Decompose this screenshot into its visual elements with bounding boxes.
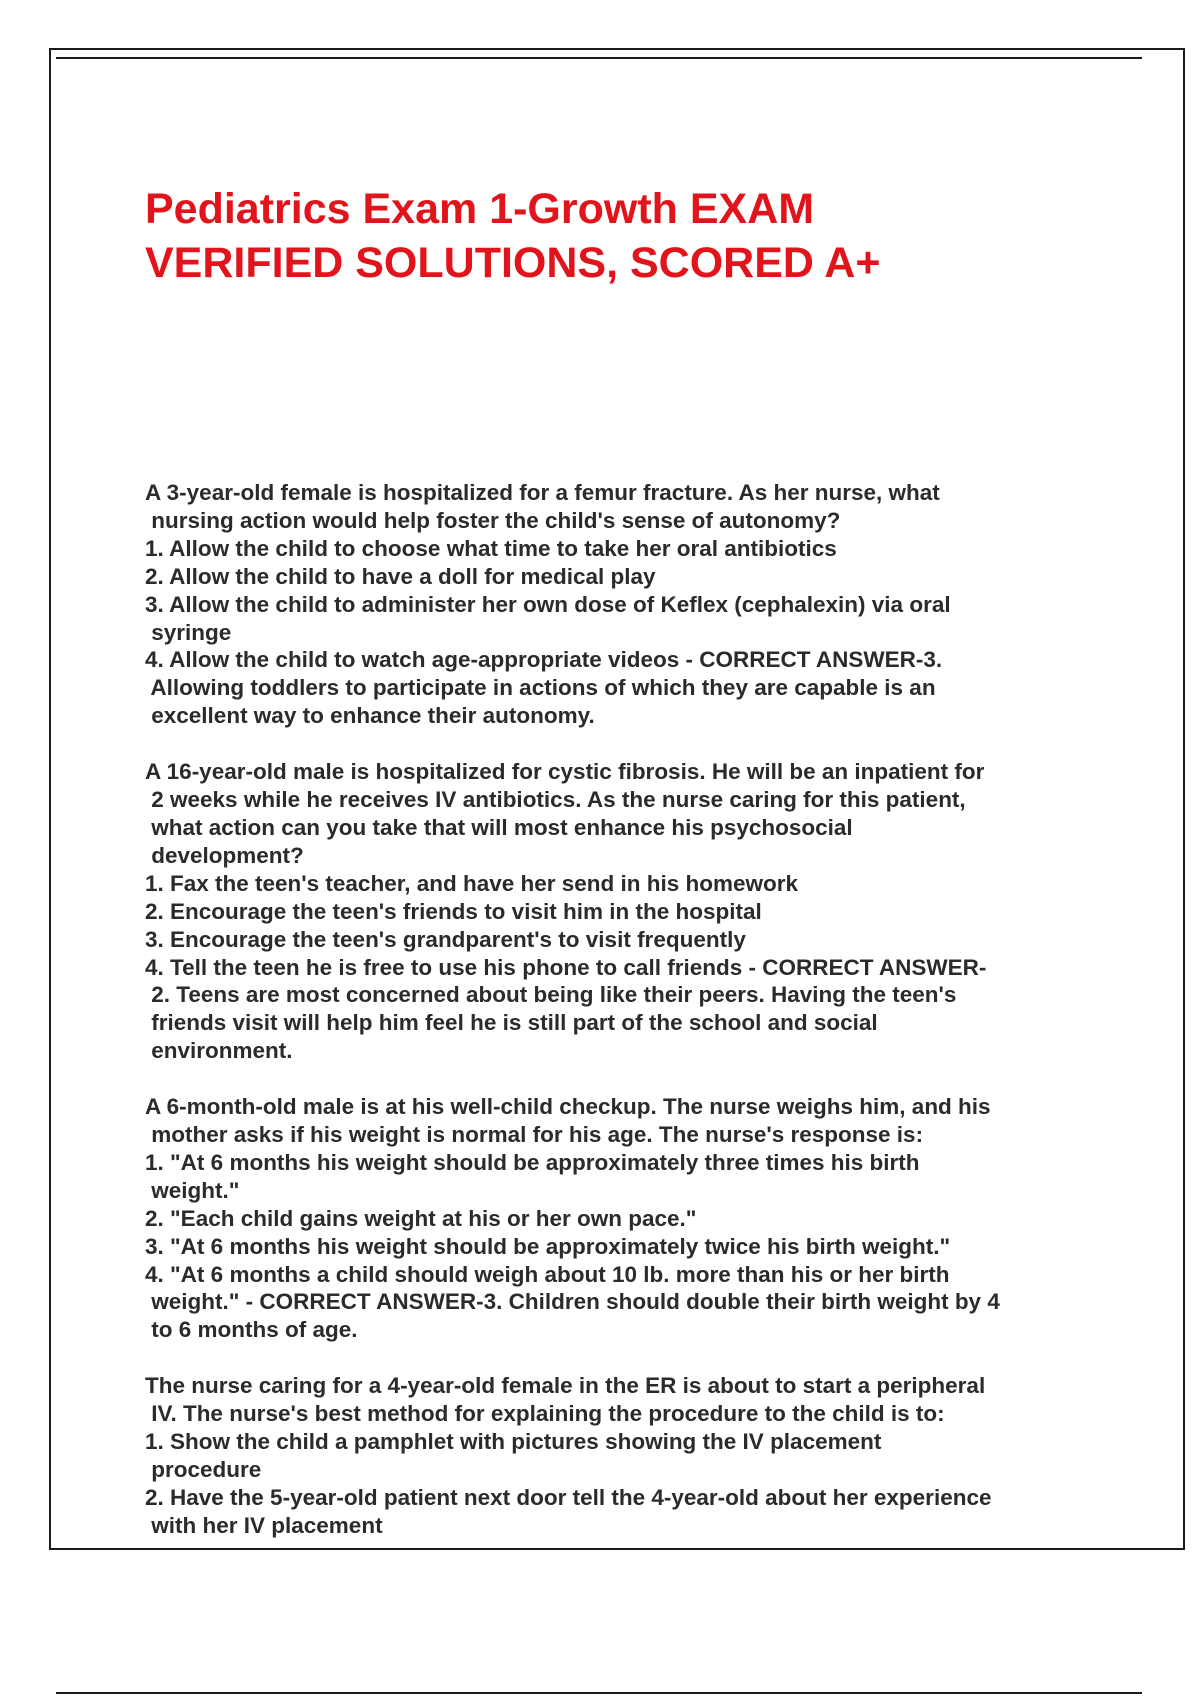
question-2-line: what action can you take that will most enhance his psychosocial [145, 814, 853, 840]
question-2-line: 1. Fax the teen's teacher, and have her send in his homework [145, 870, 799, 896]
top-divider-line [56, 57, 1142, 59]
title-line-2: VERIFIED SOLUTIONS, SCORED A+ [145, 239, 881, 287]
question-3-line: weight." [145, 1177, 240, 1203]
question-2-line: environment. [145, 1038, 293, 1064]
question-1-line: A 3-year-old female is hospitalized for a femur fracture. As her nurse, what [145, 480, 940, 505]
question-3-line: weight." - CORRECT ANSWER-3. Children should double their birth weight by 4 [145, 1289, 1000, 1315]
question-block-1 [145, 479, 1095, 730]
question-1-line: Allowing toddlers to participate in actions of which they are capable is an [145, 675, 936, 701]
question-3-line: 1. "At 6 months his weight should be approximately three times his birth [145, 1149, 920, 1175]
document-title [145, 182, 1095, 290]
question-2-line: development? [145, 842, 304, 868]
question-4-line: with her IV placement [145, 1512, 383, 1538]
question-2-line: 2. Teens are most concerned about being like their peers. Having the teen's [145, 982, 957, 1008]
question-1-line: excellent way to enhance their autonomy. [145, 703, 595, 729]
question-3-line: to 6 months of age. [145, 1317, 358, 1343]
question-1-line: 4. Allow the child to watch age-appropriate videos - CORRECT ANSWER-3. [145, 647, 943, 673]
question-2-line: 3. Encourage the teen's grandparent's to visit frequently [145, 926, 746, 952]
question-2-line: 2 weeks while he receives IV antibiotics. As the nurse caring for this patient, [145, 787, 966, 813]
question-4-line: 1. Show the child a pamphlet with pictures showing the IV placement [145, 1429, 882, 1455]
question-4-line: The nurse caring for a 4-year-old female in the ER is about to start a peripheral [145, 1373, 986, 1399]
bottom-divider-line [56, 1692, 1142, 1694]
question-4-line: 2. Have the 5-year-old patient next door tell the 4-year-old about her experience [145, 1484, 992, 1510]
question-4-line: procedure [145, 1457, 262, 1482]
question-3-line: 2. "Each child gains weight at his or her own pace." [145, 1205, 697, 1231]
question-4-line: IV. The nurse's best method for explaining the procedure to the child is to: [145, 1401, 945, 1427]
question-2-line: 4. Tell the teen he is free to use his phone to call friends - CORRECT ANSWER- [145, 954, 987, 980]
question-block-3 [145, 1093, 1095, 1344]
question-1-line: 2. Allow the child to have a doll for medical play [145, 563, 656, 589]
question-3-line: A 6-month-old male is at his well-child checkup. The nurse weighs him, and his [145, 1094, 991, 1120]
question-block-4 [145, 1372, 1095, 1539]
question-2-line: 2. Encourage the teen's friends to visit him in the hospital [145, 898, 762, 924]
question-2-line: friends visit will help him feel he is still part of the school and social [145, 1010, 878, 1036]
question-block-2 [145, 758, 1095, 1065]
question-1-line: syringe [145, 619, 232, 645]
question-1-line: 3. Allow the child to administer her own dose of Keflex (cephalexin) via oral [145, 591, 951, 617]
question-1-line: 1. Allow the child to choose what time to take her oral antibiotics [145, 535, 837, 561]
question-2-line: A 16-year-old male is hospitalized for cystic fibrosis. He will be an inpatient for [145, 759, 985, 785]
question-3-line: 3. "At 6 months his weight should be approximately twice his birth weight." [145, 1233, 951, 1259]
question-1-line: nursing action would help foster the child's sense of autonomy? [145, 507, 841, 533]
question-3-line: 4. "At 6 months a child should weigh about 10 lb. more than his or her birth [145, 1261, 950, 1287]
title-line-1: Pediatrics Exam 1-Growth EXAM [145, 185, 815, 233]
question-3-line: mother asks if his weight is normal for his age. The nurse's response is: [145, 1122, 924, 1148]
question-list [145, 479, 1095, 1568]
